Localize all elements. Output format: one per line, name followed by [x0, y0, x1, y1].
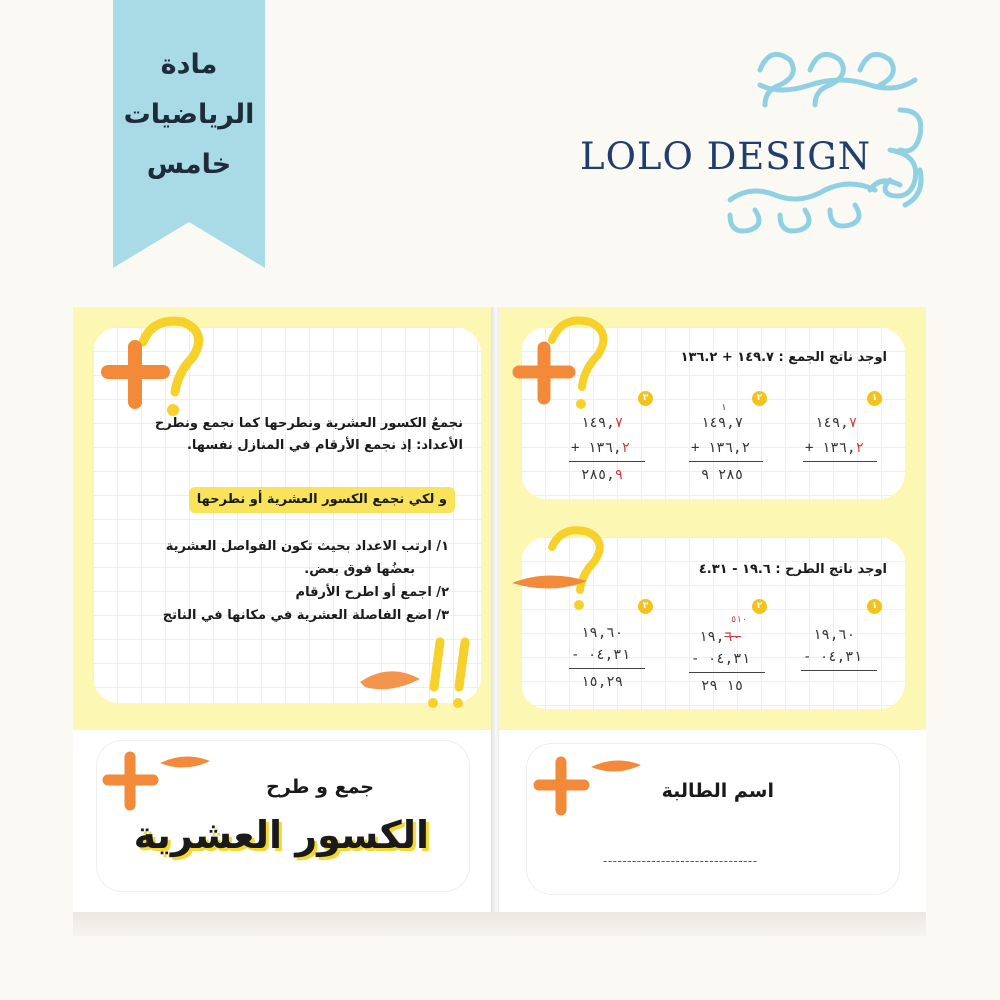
step-2: ٢/ اجمع أو اطرح الأرقام — [295, 585, 449, 600]
cover-title: الكسور العشرية — [133, 813, 429, 857]
intro-line-2: الأعداد: إذ نجمع الأرقام في المنازل نفسها. — [186, 438, 463, 453]
sub-col2-result: ١٥ ٢٩ — [701, 678, 744, 694]
step-badge-1: ١ — [867, 599, 882, 614]
cover-subtitle: جمع و طرح — [266, 776, 374, 798]
step-badge-2: ٢ — [752, 599, 767, 614]
booklet-shadow — [73, 908, 926, 936]
right-page — [499, 307, 926, 912]
exclamation-decoration-icon — [355, 637, 485, 717]
plus-decoration-icon — [98, 745, 218, 815]
step-1-line-2: بعضُها فوق بعض. — [304, 562, 415, 577]
add-col3-line — [569, 461, 645, 462]
addition-question: اوجد ناتج الجمع : ١٤٩.٧ + ١٣٦.٢ — [680, 350, 887, 365]
step-badge-1: ١ — [867, 391, 882, 406]
add-col1-top: ١٤٩,٧ — [815, 415, 858, 431]
step-1-line-1: ١/ ارتب الاعداد بحيث تكون الفواصل العشرية — [165, 539, 449, 554]
sub-col2-line — [689, 672, 765, 673]
brand-logo — [580, 40, 940, 240]
question-underline-decoration-icon — [507, 525, 617, 615]
sub-col3-top: ١٩,٦٠ — [581, 625, 624, 641]
sub-col1-top: ١٩,٦٠ — [813, 627, 856, 643]
add-col1-bottom: ١٣٦,٢ + — [805, 440, 865, 456]
add-col2-carry: ١ — [721, 403, 727, 413]
sub-col3-bottom: ٠٤,٣١ - — [571, 647, 631, 663]
subject-ribbon — [113, 0, 265, 268]
intro-line-1: نجمعُ الكسور العشرية ونطرحها كما نجمع ونطرح — [154, 416, 463, 431]
add-col2-line — [689, 461, 763, 462]
add-col2-result: ٢٨٥ ٩ — [701, 467, 744, 483]
question-plus-decoration-icon — [93, 312, 213, 422]
question-plus-decoration-icon — [507, 312, 617, 422]
booklet — [73, 307, 926, 912]
ribbon-subject-name: الرياضيات — [123, 99, 255, 130]
step-badge-3: ٣ — [638, 599, 653, 614]
sub-col2-bottom: ٠٤,٣١ - — [691, 651, 751, 667]
sub-col1-line — [801, 670, 877, 671]
step-badge-2: ٢ — [752, 391, 767, 406]
left-page — [73, 307, 493, 912]
ribbon-subject-label: مادة — [160, 49, 218, 80]
add-col2-top: ١٤٩,٧ — [701, 415, 744, 431]
add-col1-line — [803, 461, 877, 462]
logo-wordmark: LOLO DESIGN — [580, 135, 872, 178]
step-3: ٣/ اضع الفاصلة العشرية في مكانها في الناتج — [162, 608, 449, 623]
add-col2-bottom: ١٣٦,٢ + — [691, 440, 751, 456]
add-col3-top: ١٤٩,٧ — [581, 415, 624, 431]
sub-col1-bottom: ٠٤,٣١ - — [803, 649, 863, 665]
rule-highlight: و لكي نجمع الكسور العشرية أو نطرحها — [189, 487, 455, 513]
student-name-field[interactable]: -------------------------------- — [603, 854, 758, 868]
subtraction-question: اوجد ناتج الطرح : ١٩.٦ - ٤.٣١ — [698, 562, 887, 577]
step-badge-3: ٣ — [638, 391, 653, 406]
add-col3-bottom: ١٣٦,٢ + — [571, 440, 631, 456]
sub-col3-result: ١٥,٢٩ — [581, 674, 624, 690]
student-name-label: اسم الطالبة — [661, 780, 774, 802]
sub-col2-borrow: ٥١٠ — [731, 615, 748, 625]
plus-decoration-icon — [529, 747, 649, 817]
sub-col2-top: ١٩,٦٠ — [699, 629, 742, 645]
add-col3-result: ٢٨٥,٩ — [581, 467, 624, 483]
ribbon-grade: خامس — [146, 149, 232, 180]
sub-col3-line — [569, 668, 645, 669]
